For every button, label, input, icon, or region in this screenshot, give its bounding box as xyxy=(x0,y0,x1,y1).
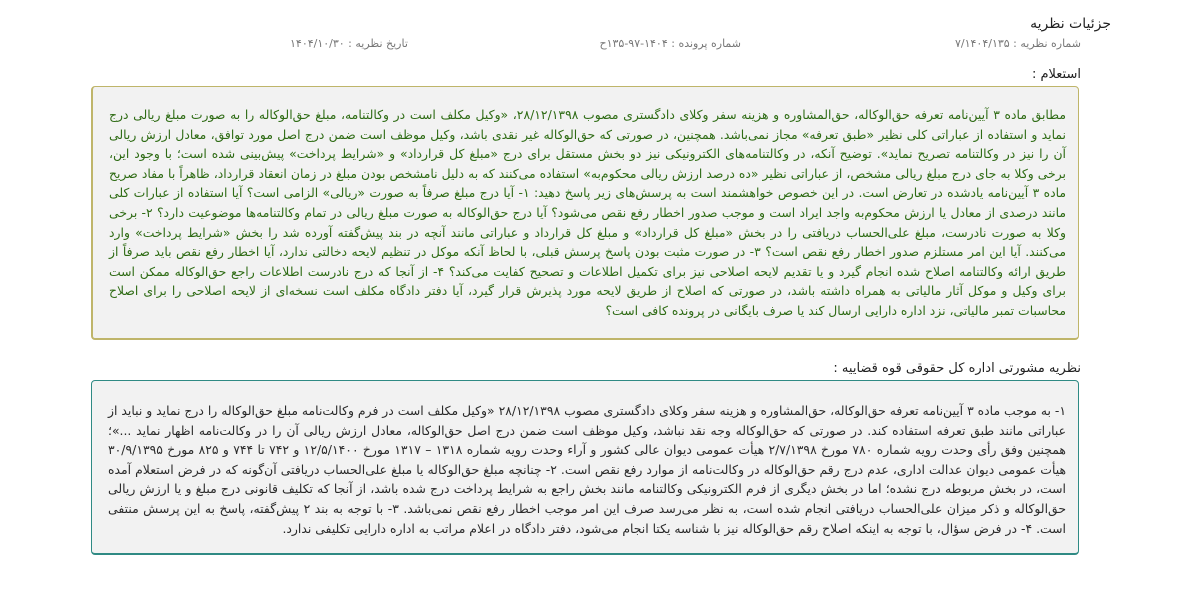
inquiry-box xyxy=(91,86,1079,340)
opinion-text: ۱- به موجب ماده ۳ آیین‌نامه تعرفه حق‌الوکاله، حق‌المشاوره و هزینه سفر وکلای دادگستری مصوب ۲۸/۱۲/۱۳۹۸ «وکیل مکلف است در فرم وکالت‌نامه مبلغ حق‌الوکاله را درج نماید و نباید از عباراتی مانند طبق تعرفه استفاده کند. در صورتی که حق‌الوکاله وجه نقد نباشد، وکیل موظف است ضمن درج اصل حق‌الوکاله، معادل ارزش ریالی آن را در وکالت‌نامه اظهار نماید ...»؛ همچنین وفق رأی وحدت رویه شماره ۷۸۰ مورخ ۲/۷/۱۳۹۸ هیأت عمومی دیوان عالی کشور و آراء وحدت رویه شماره ۱۳۱۸ – ۱۳۱۷ مورخ ۱۲/۵/۱۴۰۰ و ۷۴۲ تا ۷۴۴ و ۸۲۵ مورخ ۳۰/۹/۱۳۹۵ هیأت عمومی دیوان عدالت اداری، عدم درج رقم حق‌الوکاله در وکالت‌نامه از موارد رفع نقص است. ۲- چنانچه مبلغ حق‌الوکاله یا مبلغ علی‌الحساب دریافتی آن‌گونه که در فرض استعلام آمده است، در بخش مربوطه درج نشده؛ اما در بخش دیگری از فرم الکترونیکی وکالتنامه مانند بخش راجع به شرایط پرداخت درج شده باشد، از آنجا که تکلیف قانونی درج مبلغ و یا ارزش ریالی حق‌الوکاله و ذکر میزان علی‌الحساب دریافتی انجام شده است، به نظر می‌رسد صرف این امر موجب اخطار رفع نقص نمی‌باشد. ۳- با توجه به بند ۲ پیش‌گفته، پاسخ به این پرسش منتفی است. ۴- در فرض سؤال، با توجه به اینکه اصلاح رقم حق‌الوکاله نیز با شناسه یکتا انجام می‌شود، دفتر دادگاه در اعلام مراتب به اداره دارایی تکلیفی ندارد. xyxy=(108,403,1067,536)
opinion-date: تاریخ نظریه : ۱۴۰۴/۱۰/۳۰ xyxy=(290,37,408,50)
inquiry-label: استعلام : xyxy=(1031,67,1081,82)
opinion-box xyxy=(91,380,1079,555)
opinion-label: نظریه مشورتی اداره کل حقوقی قوه قضاییه : xyxy=(833,361,1081,376)
case-number: شماره پرونده : ۱۴۰۴-۹۷-۱۳۵ح xyxy=(599,37,741,50)
inquiry-text: مطابق ماده ۳ آیین‌نامه تعرفه حق‌الوکاله، حق‌المشاوره و هزینه سفر وکلای دادگستری مصوب ۲۸/۱۲/۱۳۹۸، «وکیل مکلف است در وکالتنامه، مبلغ حق‌الوکاله را به صورت مبلغ ریالی درج نماید و استفاده از عباراتی کلی نظیر «طبق تعرفه» مجاز نمی‌باشد. همچنین، در صورتی که حق‌الوکاله غیر نقدی باشد، وکیل موظف است ضمن درج اصل مورد توافق، معادل ارزش ریالی آن را نیز در وکالتنامه تصریح نماید». توضیح آنکه، در وکالتنامه‌های الکترونیکی نیز دو بخش مستقل برای درج «مبلغ کل قرارداد» و «شرایط پرداخت» پیش‌بینی شده است؛ با وجود این، برخی وکلا به جای درج مبلغ ریالی مشخص، از عباراتی نظیر «ده درصد ارزش ریالی محکوم‌به» استفاده می‌کنند که به دلیل نامشخص بودن مبلغ در زمان انعقاد قرارداد، ظاهراً با مفاد صریح ماده ۳ آیین‌نامه یادشده در تعارض است. در این خصوص خواهشمند است به پرسش‌های زیر پاسخ دهید: ۱- آیا درج مبلغ صرفاً به صورت «ریالی» الزامی است؟ آیا استفاده از عبارات کلی مانند درصدی از معادل یا ارزش محکوم‌به واجد ایراد است و موجب صدور اخطار رفع نقص می‌شود؟ آیا درج حق‌الوکاله به صورت مبلغ ریالی در تمام وکالتنامه‌ها موضوعیت دارد؟ ۲- برخی وکلا به صورت نادرست، مبلغ علی‌الحساب دریافتی را در بخش «مبلغ کل قرارداد» و مبلغ کل قرارداد و عباراتی مانند آنچه در بند پیش‌گفته آورده شد را بخش «شرایط پرداخت» وارد می‌کنند. آیا این امر مستلزم صدور اخطار رفع نقص است؟ ۳- در صورت مثبت بودن پاسخ پرسش قبلی، با لحاظ آنکه موکل در تنظیم لایحه دخالتی ندارد، آیا اخطار رفع نقص باید صرفاً از طریق ارائه وکالتنامه اصلاح شده انجام گیرد و یا تقدیم لایحه اصلاحی نیز برای تکمیل اطلاعات و تصحیح کفایت می‌کند؟ ۴- از آنجا که درج نادرست اطلاعات راجع حق‌الوکاله ممکن است برای وکیل و موکل آثار مالیاتی به همراه داشته باشد، در صورتی که اصلاح از طریق لایحه مورد پذیرش قرار گیرد، آیا دفتر دادگاه مکلف است نسخه‌ای از لایحه اصلاحی را برای اصلاح محاسبات تمبر مالیاتی، نزد اداره دارایی ارسال کند یا صرف بایگانی در پرونده کافی است؟ xyxy=(109,107,1066,318)
page-title: جزئیات نظریه xyxy=(1030,16,1111,32)
opinion-meta xyxy=(290,37,1081,51)
opinion-number: شماره نظریه : ۷/۱۴۰۴/۱۳۵ xyxy=(955,37,1081,50)
